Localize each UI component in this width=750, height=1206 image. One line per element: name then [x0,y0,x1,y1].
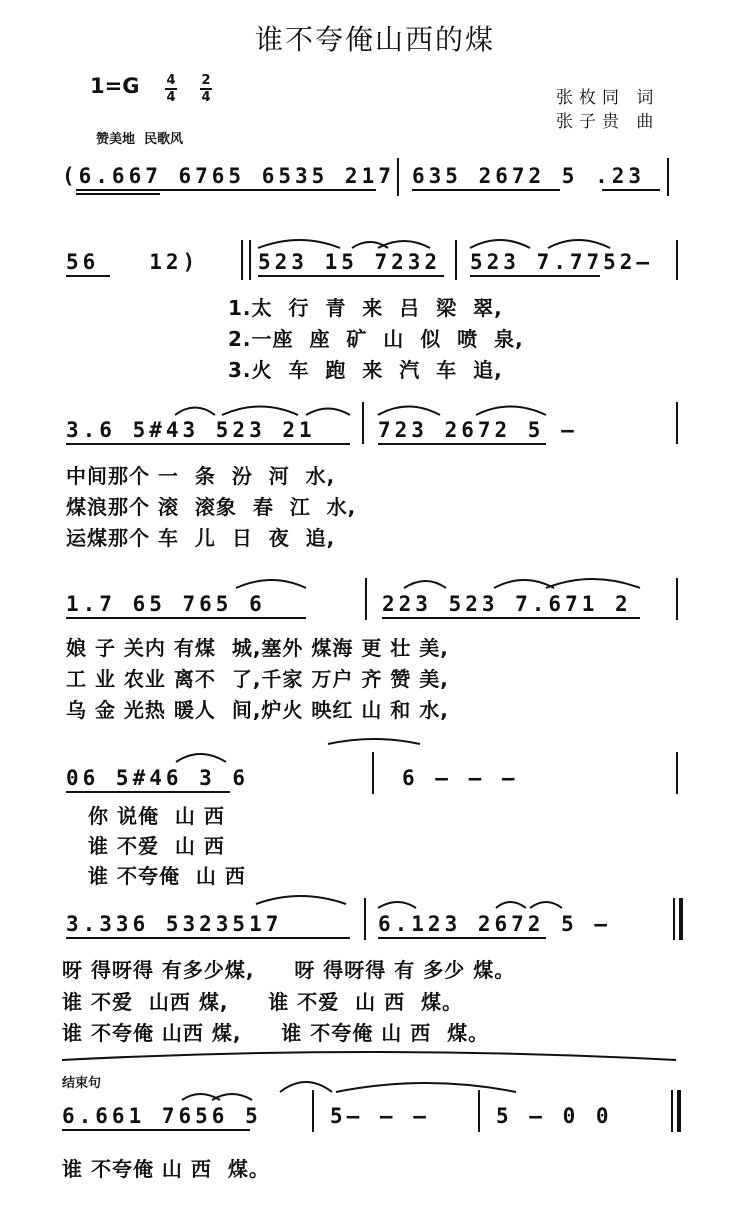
notes-row2-intro: 56 12) [66,250,200,274]
notes-row5-measure1: 06 5#46 3 6 [66,766,250,790]
key-signature: 1=G [90,74,140,98]
notes-row7-measure2: 5— — — [330,1104,430,1128]
notes-row6-measure1: 3.336 5323517 [66,912,283,936]
lyrics-row5-verse2: 谁 不爱 山 西 [88,834,225,858]
lyrics-row6-verse2: 谁 不爱 山西 煤, 谁 不爱 山 西 煤。 [62,990,464,1014]
time-signature-2-4: 2 4 [201,73,211,105]
notes-row4-measure1: 1.7 65 765 6 [66,592,266,616]
notes-row4-measure2: 223 523 7.671 2 [382,592,632,616]
lyrics-row4-verse2: 工 业 农业 离不 了,千家 万户 齐 赞 美, [66,667,449,691]
notes-row2-measure1: 523 15 7232 [258,250,442,274]
time-signature-4-4: 4 4 [166,73,176,105]
notes-row7-measure3: 5 — 0 0 [496,1104,613,1128]
lyrics-row3-verse3: 运煤那个 车 儿 日 夜 追, [66,526,336,550]
notes-row3-measure1: 3.6 5#43 523 21 [66,418,316,442]
lyrics-row6-verse1: 呀 得呀得 有多少煤, 呀 得呀得 有 多少 煤。 [62,958,516,982]
lyrics-row2-verse1: 1.太 行 青 来 吕 梁 翠, [228,296,503,320]
notes-row3-measure2: 723 2672 5 — [378,418,578,442]
ending-label: 结束句 [62,1076,102,1091]
lyrics-row2-verse3: 3.火 车 跑 来 汽 车 追, [228,358,503,382]
lyrics-row4-verse3: 乌 金 光热 暖人 间,炉火 映红 山 和 水, [66,698,449,722]
notes-row6-measure2: 6.123 2672 5 — [378,912,612,936]
lyricist-credit: 张枚同 词 [556,88,660,108]
lyrics-row5-verse1: 你 说俺 山 西 [88,804,225,828]
lyrics-row3-verse1: 中间那个 一 条 汾 河 水, [66,464,336,488]
lyrics-row5-verse3: 谁 不夸俺 山 西 [88,864,246,888]
composer-credit: 张子贵 曲 [556,112,660,132]
notes-row1-measure2: 635 2672 5 .23 [412,164,646,188]
notes-row2-measure2: 523 7.7752— [470,250,654,274]
notes-row5-measure2: 6 — — — [402,766,519,790]
notes-row1-measure1: (6.667 6765 6535 217 [62,164,395,188]
song-title: 谁不夸俺山西的煤 [254,23,495,56]
lyrics-row6-verse3: 谁 不夸俺 山西 煤, 谁 不夸俺 山 西 煤。 [62,1021,490,1045]
lyrics-row3-verse2: 煤浪那个 滚 滚象 春 江 水, [66,495,357,519]
lyrics-row7: 谁 不夸俺 山 西 煤。 [62,1157,270,1181]
notes-row7-measure1: 6.661 7656 5 [62,1104,262,1128]
lyrics-row2-verse2: 2.一座 座 矿 山 似 喷 泉, [228,327,524,351]
tempo-marking: 赞美地 民歌风 [96,132,184,147]
lyrics-row4-verse1: 娘 子 关内 有煤 城,塞外 煤海 更 壮 美, [66,636,449,660]
